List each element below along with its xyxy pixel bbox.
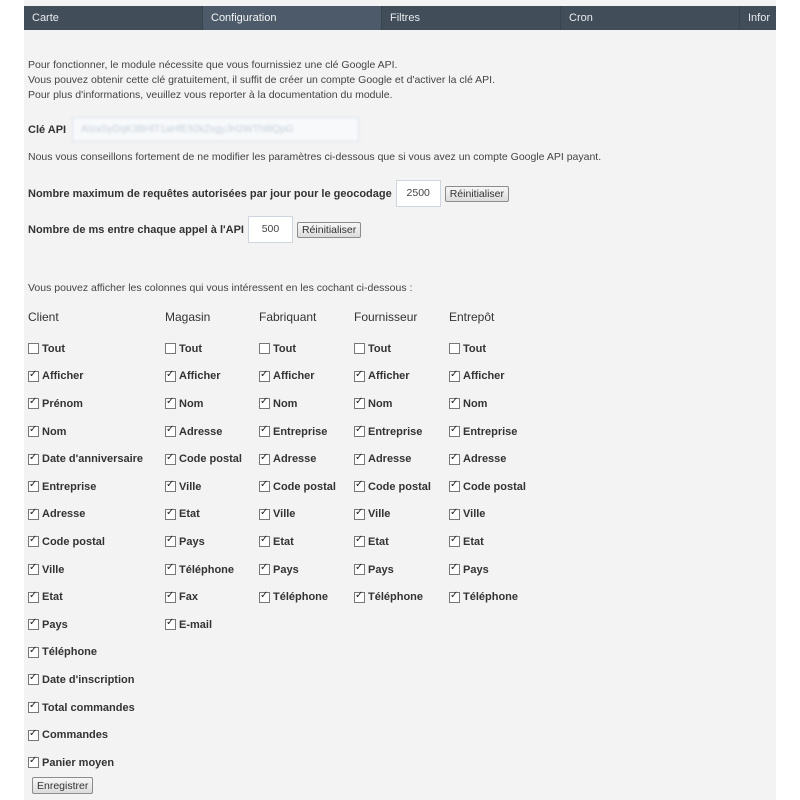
checkbox[interactable] xyxy=(165,564,176,575)
checkbox[interactable] xyxy=(28,398,39,409)
checkbox[interactable] xyxy=(28,371,39,382)
checkbox[interactable] xyxy=(28,647,39,658)
column-group-title: Fabriquant xyxy=(259,310,317,324)
save-button[interactable]: Enregistrer xyxy=(32,777,93,794)
checkbox[interactable] xyxy=(28,592,39,603)
checkbox[interactable] xyxy=(259,371,270,382)
checkbox[interactable] xyxy=(449,536,460,547)
checkbox[interactable] xyxy=(165,481,176,492)
column-option[interactable] xyxy=(165,445,242,473)
checkbox[interactable] xyxy=(259,536,270,547)
checkbox[interactable] xyxy=(354,592,365,603)
checkbox[interactable] xyxy=(165,592,176,603)
checkbox-label: Pays xyxy=(463,563,489,576)
checkbox[interactable] xyxy=(449,371,460,382)
column-option[interactable] xyxy=(449,390,526,418)
checkbox[interactable] xyxy=(449,343,460,354)
checkbox-label: Afficher xyxy=(368,370,410,383)
column-option[interactable] xyxy=(449,501,526,529)
column-option[interactable] xyxy=(28,501,143,529)
checkbox-label: Ville xyxy=(273,508,296,521)
checkbox[interactable] xyxy=(28,536,39,547)
checkbox[interactable] xyxy=(28,619,39,630)
column-option[interactable] xyxy=(449,556,526,584)
column-option[interactable] xyxy=(259,528,336,556)
column-group xyxy=(28,310,143,777)
tab-bar xyxy=(24,6,776,30)
checkbox[interactable] xyxy=(354,481,365,492)
checkbox-label: Nom xyxy=(42,425,67,438)
checkbox-label: Ville xyxy=(368,508,391,521)
column-option[interactable] xyxy=(354,335,431,363)
checkbox[interactable] xyxy=(449,454,460,465)
checkbox-label: Etat xyxy=(42,591,63,604)
column-option[interactable] xyxy=(28,694,143,722)
column-option[interactable] xyxy=(28,363,143,391)
api-key-label: Clé API xyxy=(28,123,67,136)
column-option[interactable] xyxy=(259,418,336,446)
checkbox-label: Pays xyxy=(42,618,68,631)
column-option[interactable] xyxy=(354,501,431,529)
column-option[interactable] xyxy=(449,583,526,611)
column-option[interactable] xyxy=(259,335,336,363)
column-option[interactable] xyxy=(449,528,526,556)
checkbox-label: Etat xyxy=(273,535,294,548)
checkbox-label: Nom xyxy=(179,397,204,410)
checkbox-label: Code postal xyxy=(42,535,105,548)
checkbox[interactable] xyxy=(259,343,270,354)
column-option[interactable] xyxy=(259,363,336,391)
intro-text xyxy=(28,58,495,103)
column-group xyxy=(165,310,242,639)
checkbox[interactable] xyxy=(449,564,460,575)
checkbox[interactable] xyxy=(449,426,460,437)
checkbox-label: Téléphone xyxy=(463,591,519,604)
checkbox[interactable] xyxy=(28,343,39,354)
column-option[interactable] xyxy=(354,390,431,418)
checkbox[interactable] xyxy=(165,343,176,354)
checkbox-label: E-mail xyxy=(179,618,213,631)
column-option[interactable] xyxy=(165,611,242,639)
column-option[interactable] xyxy=(28,473,143,501)
checkbox[interactable] xyxy=(354,509,365,520)
tab-configuration[interactable]: Configuration xyxy=(203,6,382,30)
column-option[interactable] xyxy=(28,666,143,694)
column-option[interactable] xyxy=(165,390,242,418)
checkbox-label: Adresse xyxy=(42,508,86,521)
tab-filtres[interactable]: Filtres xyxy=(382,6,561,30)
checkbox-label: Tout xyxy=(368,342,392,355)
column-option[interactable] xyxy=(354,363,431,391)
checkbox-label: Code postal xyxy=(179,453,242,466)
column-option[interactable] xyxy=(28,390,143,418)
geocode-reset-button[interactable]: Réinitialiser xyxy=(445,186,509,202)
column-option[interactable] xyxy=(259,473,336,501)
intro-line: Pour fonctionner, le module nécessite que vous fournissiez une clé Google API. xyxy=(28,59,398,71)
column-option[interactable] xyxy=(28,639,143,667)
column-option[interactable] xyxy=(28,445,143,473)
column-option[interactable] xyxy=(165,528,242,556)
checkbox[interactable] xyxy=(354,398,365,409)
column-option[interactable] xyxy=(165,363,242,391)
api-delay-label: Nombre de ms entre chaque appel à l'API xyxy=(28,223,244,236)
checkbox[interactable] xyxy=(259,426,270,437)
checkbox[interactable] xyxy=(28,674,39,685)
checkbox[interactable] xyxy=(28,564,39,575)
checkbox[interactable] xyxy=(165,619,176,630)
checkbox-label: Ville xyxy=(179,480,202,493)
geocode-limit-label: Nombre maximum de requêtes autorisées par jour pour le geocodage xyxy=(28,187,392,200)
checkbox-label: Etat xyxy=(179,508,200,521)
checkbox-label: Fax xyxy=(179,591,198,604)
column-option[interactable] xyxy=(354,418,431,446)
checkbox-label: Afficher xyxy=(179,370,221,383)
checkbox[interactable] xyxy=(449,481,460,492)
column-option[interactable] xyxy=(354,445,431,473)
column-option[interactable] xyxy=(354,528,431,556)
checkbox-label: Tout xyxy=(179,342,203,355)
checkbox[interactable] xyxy=(28,757,39,768)
checkbox[interactable] xyxy=(259,398,270,409)
column-option[interactable] xyxy=(259,501,336,529)
checkbox-label: Etat xyxy=(463,535,484,548)
checkbox[interactable] xyxy=(354,536,365,547)
checkbox[interactable] xyxy=(28,702,39,713)
column-option[interactable] xyxy=(259,583,336,611)
geocode-limit-input[interactable]: 2500 xyxy=(396,180,441,207)
column-option[interactable] xyxy=(354,556,431,584)
checkbox-label: Afficher xyxy=(273,370,315,383)
column-group xyxy=(259,310,336,611)
checkbox[interactable] xyxy=(165,371,176,382)
checkbox[interactable] xyxy=(28,454,39,465)
column-group-title: Client xyxy=(28,310,59,324)
column-group xyxy=(449,310,526,611)
api-delay-reset-button[interactable]: Réinitialiser xyxy=(297,222,361,238)
checkbox-label: Adresse xyxy=(179,425,223,438)
checkbox[interactable] xyxy=(354,454,365,465)
checkbox-label: Afficher xyxy=(463,370,505,383)
checkbox[interactable] xyxy=(449,509,460,520)
checkbox-label: Entreprise xyxy=(463,425,518,438)
column-option[interactable] xyxy=(449,473,526,501)
geocode-limit-row xyxy=(28,180,509,207)
api-key-input[interactable]: AIzaSyDqK3BHlT1aHfE92kZsgyJH2WTh8lQpG xyxy=(72,117,359,142)
column-option[interactable] xyxy=(259,445,336,473)
checkbox-label: Téléphone xyxy=(273,591,329,604)
column-option[interactable] xyxy=(165,556,242,584)
checkbox[interactable] xyxy=(28,426,39,437)
column-option[interactable] xyxy=(28,335,143,363)
checkbox-label: Tout xyxy=(463,342,487,355)
column-option[interactable] xyxy=(449,445,526,473)
checkbox[interactable] xyxy=(259,454,270,465)
tab-informations[interactable]: Infor xyxy=(740,6,776,30)
column-option[interactable] xyxy=(449,335,526,363)
column-option[interactable] xyxy=(449,363,526,391)
column-option[interactable] xyxy=(28,583,143,611)
checkbox[interactable] xyxy=(28,509,39,520)
checkbox-label: Commandes xyxy=(42,729,109,742)
checkbox-label: Code postal xyxy=(368,480,431,493)
column-group-title: Magasin xyxy=(165,310,211,324)
checkbox-label: Etat xyxy=(368,535,389,548)
column-group xyxy=(354,310,431,611)
column-option[interactable] xyxy=(28,721,143,749)
tab-cron[interactable]: Cron xyxy=(561,6,740,30)
column-option[interactable] xyxy=(165,335,242,363)
column-option[interactable] xyxy=(165,418,242,446)
checkbox-label: Adresse xyxy=(273,453,317,466)
column-group-title: Entrepôt xyxy=(449,310,495,324)
column-option[interactable] xyxy=(28,418,143,446)
checkbox[interactable] xyxy=(259,481,270,492)
checkbox[interactable] xyxy=(259,592,270,603)
column-option[interactable] xyxy=(28,749,143,777)
api-delay-input[interactable]: 500 xyxy=(248,216,293,243)
checkbox-label: Pays xyxy=(179,535,205,548)
checkbox-label: Entreprise xyxy=(368,425,423,438)
checkbox-label: Date d'anniversaire xyxy=(42,453,144,466)
column-option[interactable] xyxy=(259,390,336,418)
checkbox[interactable] xyxy=(165,398,176,409)
checkbox-label: Total commandes xyxy=(42,701,135,714)
intro-line: Vous pouvez obtenir cette clé gratuitement, il suffit de créer un compte Google et d'activer la clé API. xyxy=(28,74,495,86)
checkbox[interactable] xyxy=(165,454,176,465)
checkbox[interactable] xyxy=(259,564,270,575)
checkbox-label: Entreprise xyxy=(42,480,97,493)
checkbox-label: Téléphone xyxy=(368,591,424,604)
checkbox-label: Prénom xyxy=(42,397,83,410)
checkbox-label: Tout xyxy=(273,342,297,355)
checkbox-label: Ville xyxy=(42,563,65,576)
checkbox-label: Nom xyxy=(368,397,393,410)
columns-intro: Vous pouvez afficher les colonnes qui vous intéressent en les cochant ci-dessous : xyxy=(28,282,413,294)
column-option[interactable] xyxy=(354,473,431,501)
checkbox-label: Nom xyxy=(273,397,298,410)
checkbox[interactable] xyxy=(165,509,176,520)
checkbox[interactable] xyxy=(354,371,365,382)
column-option[interactable] xyxy=(28,611,143,639)
checkbox[interactable] xyxy=(449,592,460,603)
checkbox-label: Code postal xyxy=(273,480,336,493)
checkbox-label: Afficher xyxy=(42,370,84,383)
checkbox-label: Entreprise xyxy=(273,425,328,438)
checkbox-label: Tout xyxy=(42,342,66,355)
column-option[interactable] xyxy=(165,583,242,611)
column-option[interactable] xyxy=(28,528,143,556)
checkbox-label: Code postal xyxy=(463,480,526,493)
column-group-title: Fournisseur xyxy=(354,310,418,324)
checkbox[interactable] xyxy=(449,398,460,409)
column-option[interactable] xyxy=(354,583,431,611)
column-option[interactable] xyxy=(28,556,143,584)
checkbox[interactable] xyxy=(28,481,39,492)
checkbox-label: Nom xyxy=(463,397,488,410)
api-key-row xyxy=(28,117,359,142)
checkbox-label: Adresse xyxy=(368,453,412,466)
checkbox[interactable] xyxy=(165,426,176,437)
checkbox-label: Panier moyen xyxy=(42,756,115,769)
checkbox-label: Adresse xyxy=(463,453,507,466)
column-option[interactable] xyxy=(449,418,526,446)
column-option[interactable] xyxy=(165,473,242,501)
tab-carte[interactable]: Carte xyxy=(24,6,203,30)
column-option[interactable] xyxy=(165,501,242,529)
checkbox[interactable] xyxy=(354,343,365,354)
checkbox[interactable] xyxy=(354,426,365,437)
checkbox-label: Date d'inscription xyxy=(42,673,135,686)
api-delay-row xyxy=(28,216,361,243)
checkbox-label: Téléphone xyxy=(42,646,98,659)
checkbox-label: Pays xyxy=(273,563,299,576)
checkbox-label: Téléphone xyxy=(179,563,235,576)
checkbox[interactable] xyxy=(354,564,365,575)
intro-line: Pour plus d'informations, veuillez vous reporter à la documentation du module. xyxy=(28,89,393,101)
checkbox[interactable] xyxy=(165,536,176,547)
checkbox-label: Ville xyxy=(463,508,486,521)
paid-api-warning: Nous vous conseillons fortement de ne modifier les paramètres ci-dessous que si vous avez un compte Google API payant. xyxy=(28,151,602,163)
column-option[interactable] xyxy=(259,556,336,584)
checkbox-label: Pays xyxy=(368,563,394,576)
checkbox[interactable] xyxy=(259,509,270,520)
checkbox[interactable] xyxy=(28,730,39,741)
